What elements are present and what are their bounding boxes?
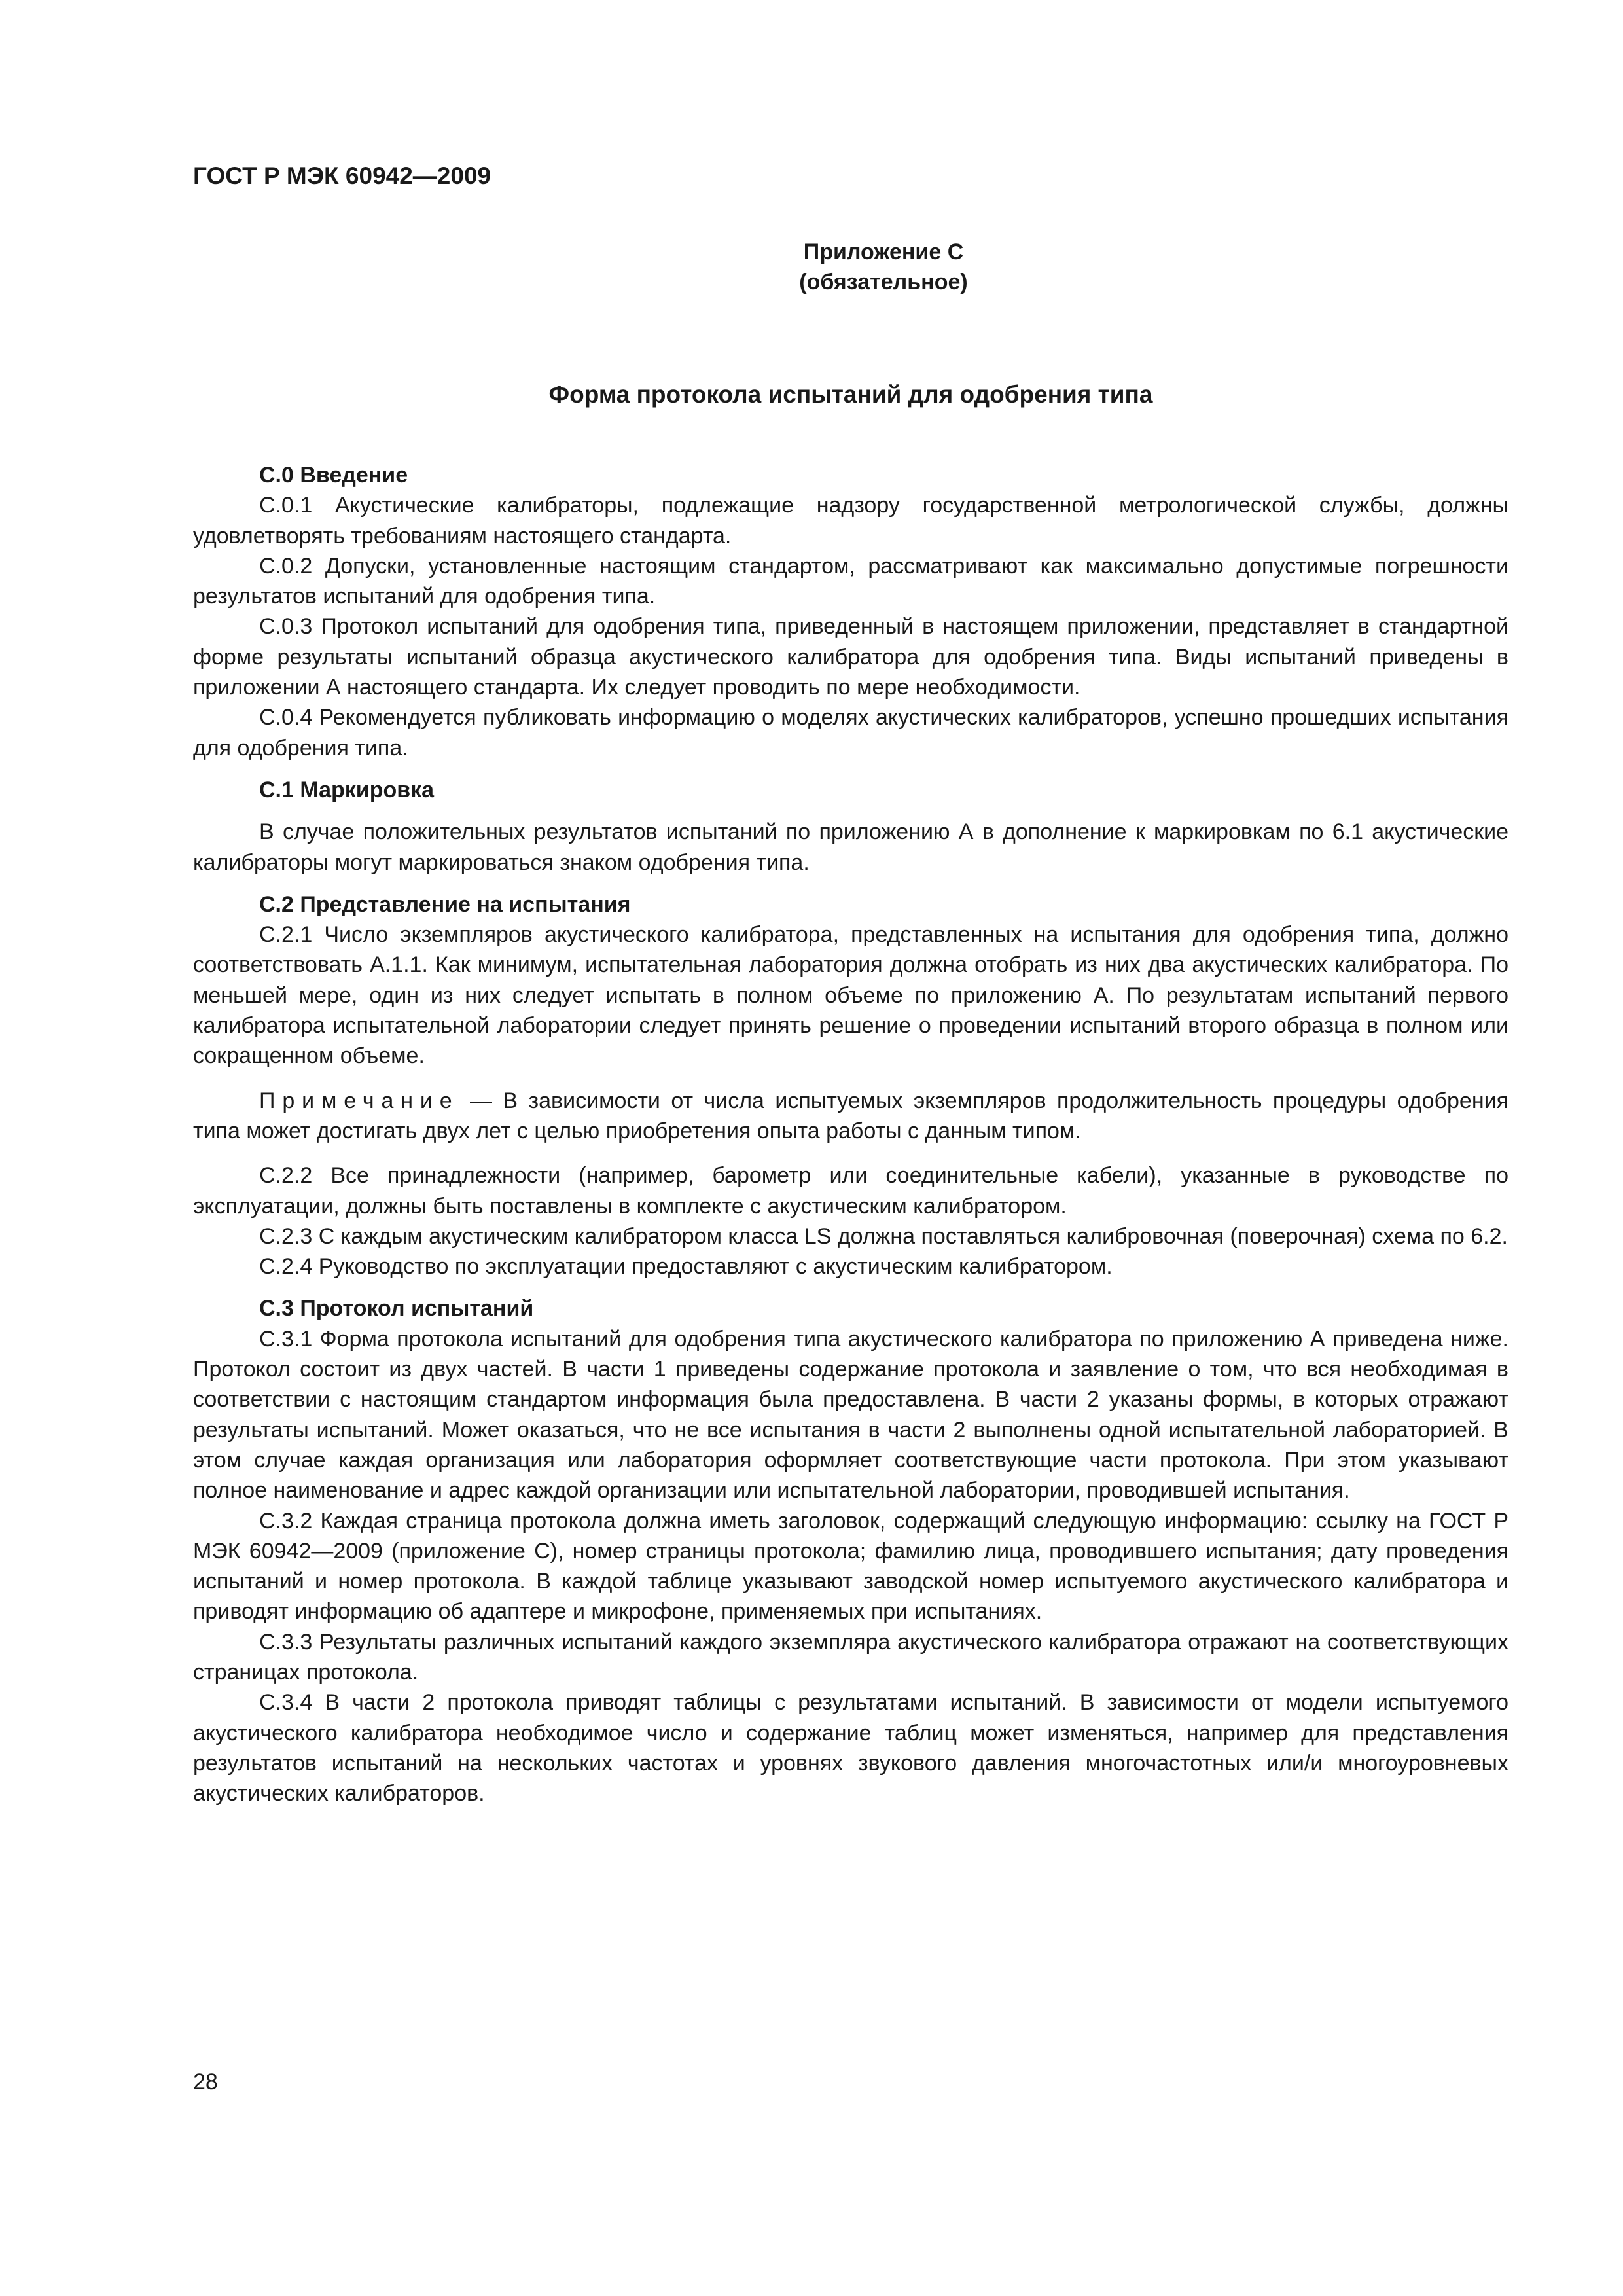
- paragraph-c0-3: С.0.3 Протокол испытаний для одобрения типа, приведенный в настоящем приложении, представляет в стандартной форме результаты испытаний образца акустического калибратора для одобрения типа. Виды испытаний приведены в приложении А настоящего стандарта. Их следует проводить по мере необходимости.: [193, 614, 1508, 700]
- note-c2: [193, 1086, 1508, 1147]
- section-heading-c0: С.0 Введение: [259, 463, 408, 488]
- document-body: [193, 460, 1508, 1808]
- paragraph-c1-1: В случае положительных результатов испытаний по приложению А в дополнение к маркировкам по 6.1 акустические калибраторы могут маркироваться знаком одобрения типа.: [193, 819, 1508, 875]
- annex-status: (обязательное): [799, 270, 968, 295]
- paragraph-c2-4: С.2.4 Руководство по эксплуатации предоставляют с акустическим калибратором.: [259, 1254, 1113, 1280]
- paragraph-c2-3: С.2.3 С каждым акустическим калибратором класса LS должна поставляться калибровочная (поверочная) схема по 6.2.: [259, 1223, 1508, 1249]
- section-heading-c2: С.2 Представление на испытания: [259, 891, 631, 917]
- annex-label: Приложение С: [803, 240, 964, 264]
- paragraph-c3-4: С.3.4 В части 2 протокола приводят таблицы с результатами испытаний. В зависимости от модели испытуемого акустического калибратора необходимое число и содержание таблиц может изменяться, например для представления результатов испытаний на нескольких частотах и уровнях звукового давления многочастотных или/и многоуровневых акустических калибраторов.: [193, 1690, 1508, 1806]
- section-heading-c1: С.1 Маркировка: [259, 777, 435, 802]
- paragraph-c0-4: С.0.4 Рекомендуется публиковать информацию о моделях акустических калибраторов, успешно прошедших испытания для одобрения типа.: [193, 705, 1508, 761]
- note-prefix: Примечание: [259, 1088, 459, 1113]
- section-heading-c3: С.3 Протокол испытаний: [259, 1296, 534, 1321]
- paragraph-c3-1: С.3.1 Форма протокола испытаний для одобрения типа акустического калибратора по приложению А приведена ниже. Протокол состоит из двух частей. В части 1 приведены содержание протокола и заявление о том, что вся необходимая в соответствии с настоящим стандартом информация была предоставлена. В части 2 указаны формы, в которых отражают результаты испытаний. Может оказаться, что не все испытания в части 2 выполнены одной испытательной лабораторией. В этом случае каждая организация или лаборатория оформляет соответствующие части протокола. При этом указывают полное наименование и адрес каждой организации или испытательной лаборатории, проводившей испытания.: [193, 1326, 1508, 1503]
- paragraph-c3-3: С.3.3 Результаты различных испытаний каждого экземпляра акустического калибратора отражают на соответствующих страницах протокола.: [193, 1629, 1508, 1685]
- standard-header: ГОСТ Р МЭК 60942—2009: [193, 162, 491, 189]
- paragraph-c2-2: С.2.2 Все принадлежности (например, барометр или соединительные кабели), указанные в руководстве по эксплуатации, должны быть поставлены в комплекте с акустическим калибратором.: [193, 1163, 1508, 1219]
- note-text: — В зависимости от числа испытуемых экземпляров продолжительность процедуры одобрения типа может достигать двух лет с целью приобретения опыта работы с данным типом.: [193, 1088, 1508, 1143]
- page-number: 28: [193, 2070, 218, 2094]
- paragraph-c0-1: С.0.1 Акустические калибраторы, подлежащие надзору государственной метрологической службы, должны удовлетворять требованиям настоящего стандарта.: [193, 493, 1508, 548]
- document-title: Форма протокола испытаний для одобрения типа: [548, 381, 1153, 408]
- paragraph-c3-2: С.3.2 Каждая страница протокола должна иметь заголовок, содержащий следующую информацию: ссылку на ГОСТ Р МЭК 60942—2009 (приложение С), номер страницы протокола; фамилию лица, проводившего испытания; дату проведения испытаний и номер протокола. В каждой таблице указывают заводской номер испытуемого акустического калибратора и приводят информацию об адаптере и микрофоне, применяемых при испытаниях.: [193, 1508, 1508, 1624]
- paragraph-c2-1: С.2.1 Число экземпляров акустического калибратора, представленных на испытания для одобрения типа, должно соответствовать А.1.1. Как минимум, испытательная лаборатория должна отобрать из них два акустических калибратора. По меньшей мере, один из них следует испытать в полном объеме по приложению А. По результатам испытаний первого калибратора испытательной лаборатории следует принять решение о проведении испытаний второго образца в полном или сокращенном объеме.: [193, 922, 1508, 1069]
- paragraph-c0-2: С.0.2 Допуски, установленные настоящим стандартом, рассматривают как максимально допустимые погрешности результатов испытаний для одобрения типа.: [193, 553, 1508, 609]
- annex-block: [681, 237, 1086, 297]
